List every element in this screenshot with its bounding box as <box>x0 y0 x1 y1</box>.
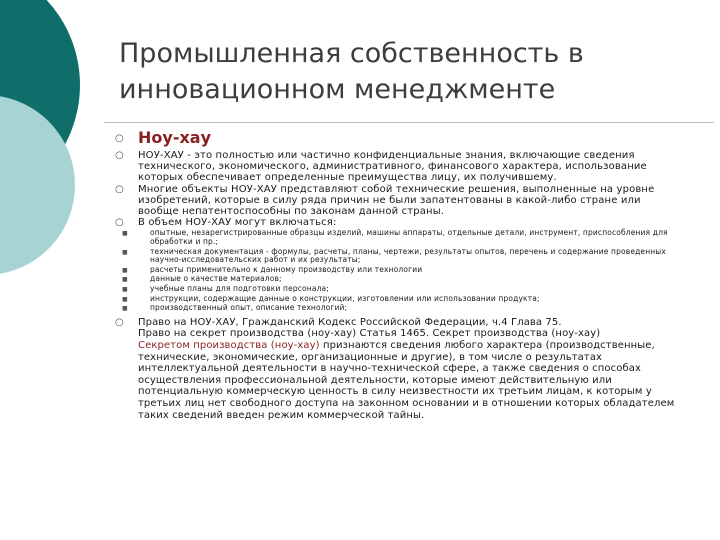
square-bullet-icon: ■ <box>122 295 128 303</box>
square-bullet-icon: ■ <box>122 305 128 313</box>
square-bullet-icon: ■ <box>122 285 128 293</box>
law-definition <box>138 340 684 421</box>
circle-bullet-icon: ○ <box>115 150 124 161</box>
bullet-item <box>104 184 684 218</box>
sub-list-text: опытные, незарегистрированные образцы изделий, машины аппараты, отдельные детали, инструмент, приспособления для обработки и пр.; <box>150 228 668 247</box>
paragraph: В объем НОУ-ХАУ могут включаться: <box>138 217 337 229</box>
sub-list-text: расчеты применительно к данному производству или технологии <box>150 264 423 274</box>
law-line-2: Право на секрет производства (ноу-хау) Статья 1465. Секрет производства (ноу-хау) <box>138 328 601 340</box>
sub-list-text: данные о качестве материалов; <box>150 274 282 284</box>
highlighted-term: Секретом производства (ноу-хау) <box>138 339 320 351</box>
sub-list-item <box>104 304 684 313</box>
sub-list-item <box>104 295 684 304</box>
decorative-circles <box>0 0 110 540</box>
title-divider <box>104 122 714 123</box>
circle-bullet-icon: ○ <box>115 183 124 195</box>
paragraph: Многие объекты НОУ-ХАУ представляют собой технические решения, выполненные на уровне изобретений, которые в силу ряда причин не были запатентованы в какой-либо стране или вообще непатентоспособны по законам данной страны. <box>138 183 655 218</box>
sub-list <box>104 229 684 312</box>
bullet-item <box>104 217 684 228</box>
circle-bullet-icon: ○ <box>115 316 124 328</box>
paragraph: НОУ-ХАУ - это полностью или частично конфиденциальные знания, включающие сведения технического, экономического, административного, финансового характера, использование которых обеспечивает определенные преимущества лицу, их получившему. <box>138 150 647 184</box>
law-definition-rest: признаются сведения любого характера (производственные, технические, экономические, организационные и другие), в том числе о результатах интеллектуальной деятельности в научно-технической сфере, а также сведения о способах осуществления профессиональной деятельности, которые имеют действительную или потенциальную коммерческую ценность в силу неизвестности их третьим лицам, к которым у третьих лиц нет свободного доступа на законном основании и в отношении которых обладателем таких сведений введен режим коммерческой тайны. <box>138 339 675 421</box>
sub-list-item <box>104 248 684 265</box>
bullet-item <box>104 150 684 184</box>
sub-list-text: учебные планы для подготовки персонала; <box>150 283 329 293</box>
bullet-item-law <box>104 317 684 421</box>
circle-bullet-icon: ○ <box>115 217 124 229</box>
bullet-heading <box>104 128 684 148</box>
square-bullet-icon: ■ <box>122 230 128 238</box>
section-heading: Ноу-хау <box>138 128 211 147</box>
slide-title: Промышленная собственность в инновационном менеджменте <box>119 38 584 105</box>
law-text <box>138 317 684 421</box>
law-line-1: Право на НОУ-ХАУ, Гражданский Кодекс Российской Федерации, ч.4 Глава 75. <box>138 316 562 328</box>
sub-list-text: инструкции, содержащие данные о конструкции, изготовлении или использовании продукта; <box>150 293 540 303</box>
sub-list-item <box>104 275 684 284</box>
sub-list-text: техническая документация - формулы, расчеты, планы, чертежи, результаты опытов, перечень и содержание проведенных научно-исследовательских работ и их результаты; <box>150 246 666 265</box>
sub-list-text: производственный опыт, описание технологий; <box>150 303 348 313</box>
square-bullet-icon: ■ <box>122 266 128 274</box>
sub-list-item <box>104 285 684 294</box>
sub-list-item <box>104 229 684 246</box>
sub-list-item <box>104 266 684 275</box>
square-bullet-icon: ■ <box>122 276 128 284</box>
square-bullet-icon: ■ <box>122 248 128 256</box>
circle-bullet-icon: ○ <box>115 133 124 144</box>
slide-content <box>104 128 684 421</box>
